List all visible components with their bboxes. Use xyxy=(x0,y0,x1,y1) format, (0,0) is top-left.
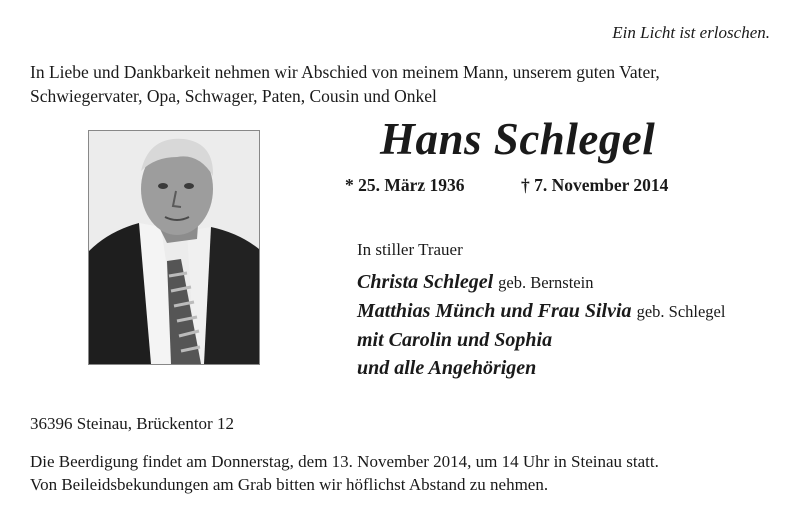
mourner-line xyxy=(357,354,725,382)
mourning-label: In stiller Trauer xyxy=(357,240,463,259)
mourner-name: Christa Schlegel xyxy=(357,271,494,293)
deceased-name: Hans Schlegel xyxy=(380,114,656,164)
death-date: † 7. November 2014 xyxy=(521,175,669,195)
birth-date: * 25. März 1936 xyxy=(345,175,465,195)
intro-line-2: Schwiegervater, Opa, Schwager, Paten, Cousin und Onkel xyxy=(30,86,437,106)
intro-text xyxy=(30,60,775,108)
mourner-line xyxy=(357,268,725,297)
mourner-name: Matthias Münch und Frau Silvia xyxy=(357,300,632,322)
mourner-note: geb. Bernstein xyxy=(498,273,594,292)
address: 36396 Steinau, Brückentor 12 xyxy=(30,414,234,433)
mourner-line xyxy=(357,297,725,326)
portrait-image xyxy=(89,131,259,364)
mourner-note: geb. Schlegel xyxy=(636,302,726,321)
notice-line-2: Von Beileidsbekundungen am Grab bitten wir höflichst Abstand zu nehmen. xyxy=(30,475,549,494)
mourner-name: mit Carolin und Sophia xyxy=(357,329,553,351)
funeral-notice xyxy=(30,450,659,496)
mourner-name: und alle Angehörigen xyxy=(357,357,537,379)
motto: Ein Licht ist erloschen. xyxy=(612,23,770,42)
mourners-list xyxy=(357,268,725,382)
intro-line-1: In Liebe und Dankbarkeit nehmen wir Abschied von meinem Mann, unserem guten Vater, xyxy=(30,62,660,82)
mourner-line xyxy=(357,326,725,354)
portrait-photo xyxy=(88,130,260,365)
notice-line-1: Die Beerdigung findet am Donnerstag, dem 13. November 2014, um 14 Uhr in Steinau statt. xyxy=(30,452,659,471)
